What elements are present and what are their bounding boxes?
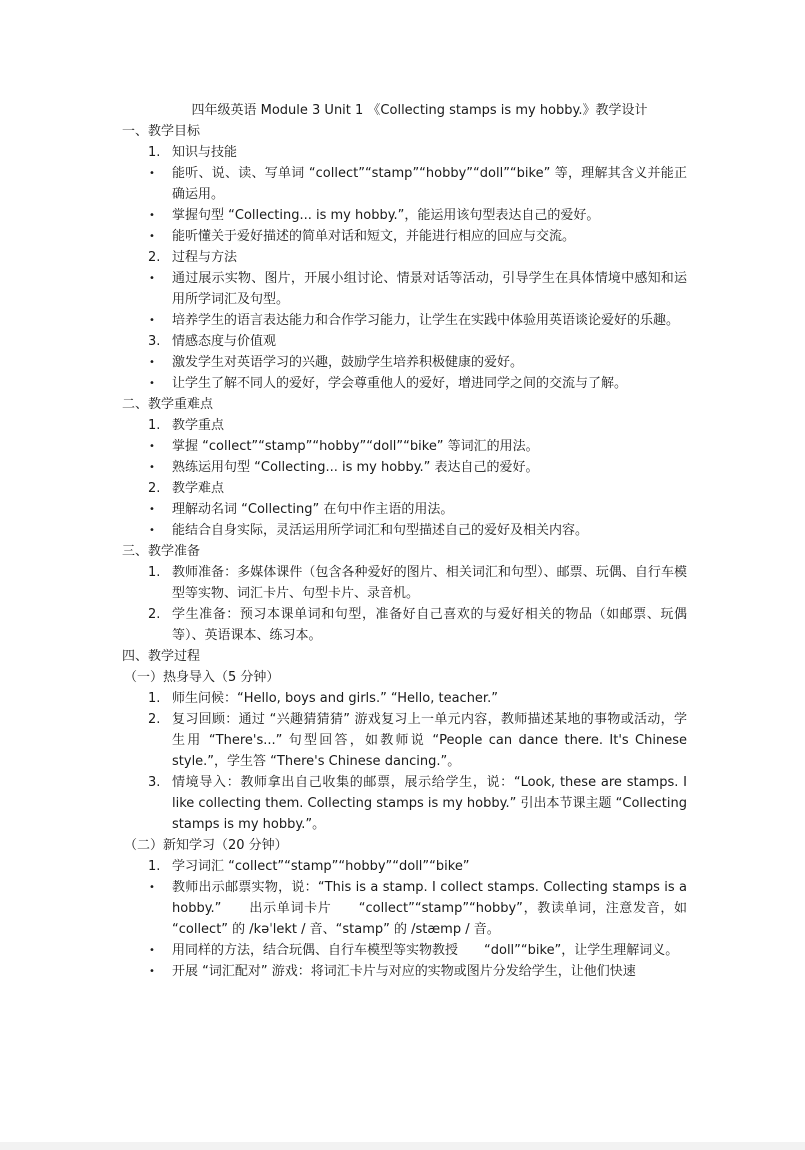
bullet-item bbox=[122, 310, 687, 331]
numbered-item bbox=[122, 772, 687, 835]
bullet-item bbox=[122, 961, 687, 982]
item-number: 3. bbox=[148, 334, 161, 349]
item-text: 教学重点 bbox=[172, 418, 225, 433]
section-heading: 四、教学过程 bbox=[122, 649, 201, 664]
item-text: 教学难点 bbox=[172, 481, 225, 496]
bullet-icon: • bbox=[149, 315, 155, 326]
item-text: 情感态度与价值观 bbox=[172, 334, 277, 349]
numbered-item bbox=[122, 331, 687, 352]
subsection-heading: （二）新知学习（20 分钟） bbox=[124, 838, 288, 853]
bullet-text: 理解动名词 “Collecting” 在句中作主语的用法。 bbox=[172, 502, 454, 517]
bullet-item bbox=[122, 373, 687, 394]
bullet-text: 能听懂关于爱好描述的简单对话和短文，并能进行相应的回应与交流。 bbox=[172, 229, 576, 244]
item-text: 复习回顾：通过 “兴趣猜猜猜” 游戏复习上一单元内容，教师描述某地的事物或活动，学生用 “There's...” 句型回答，如教师说 “People can dance there. It's Chinese style.”，学生答 “There's Chinese dancing.”。 bbox=[172, 712, 687, 769]
bullet-text: 让学生了解不同人的爱好，学会尊重他人的爱好，增进同学之间的交流与了解。 bbox=[172, 376, 628, 391]
item-number: 1. bbox=[148, 418, 161, 433]
bullet-item bbox=[122, 520, 687, 541]
item-number: 3. bbox=[148, 775, 161, 790]
subsection-heading: （一）热身导入（5 分钟） bbox=[124, 670, 280, 685]
item-text: 学习词汇 “collect”“stamp”“hobby”“doll”“bike” bbox=[172, 859, 470, 874]
numbered-item bbox=[122, 604, 687, 646]
item-number: 2. bbox=[148, 712, 161, 727]
bullet-icon: • bbox=[149, 504, 155, 515]
document-body bbox=[122, 100, 687, 982]
item-number: 1. bbox=[148, 145, 161, 160]
bullet-icon: • bbox=[149, 945, 155, 956]
bullet-text: 掌握 “collect”“stamp”“hobby”“doll”“bike” 等词汇的用法。 bbox=[172, 439, 539, 454]
bullet-text: 熟练运用句型 “Collecting... is my hobby.” 表达自己的爱好。 bbox=[172, 460, 539, 475]
bullet-text: 能结合自身实际，灵活运用所学词汇和句型描述自己的爱好及相关内容。 bbox=[172, 523, 589, 538]
bullet-item bbox=[122, 877, 687, 940]
numbered-item bbox=[122, 478, 687, 499]
document-title: 四年级英语 Module 3 Unit 1 《Collecting stamps is my hobby.》教学设计 bbox=[191, 103, 648, 118]
bullet-item bbox=[122, 205, 687, 226]
bullet-text: 开展 “词汇配对” 游戏：将词汇卡片与对应的实物或图片分发给学生，让他们快速 bbox=[172, 964, 636, 979]
bullet-item bbox=[122, 352, 687, 373]
item-number: 2. bbox=[148, 607, 161, 622]
item-text: 知识与技能 bbox=[172, 145, 238, 160]
bullet-item bbox=[122, 163, 687, 205]
bullet-icon: • bbox=[149, 357, 155, 368]
bullet-item bbox=[122, 268, 687, 310]
bullet-text: 激发学生对英语学习的兴趣，鼓励学生培养积极健康的爱好。 bbox=[172, 355, 524, 370]
section-heading: 二、教学重难点 bbox=[122, 397, 214, 412]
bullet-item bbox=[122, 940, 687, 961]
bullet-icon: • bbox=[149, 966, 155, 977]
numbered-item bbox=[122, 247, 687, 268]
item-number: 1. bbox=[148, 691, 161, 706]
bullet-icon: • bbox=[149, 525, 155, 536]
bullet-item bbox=[122, 436, 687, 457]
bullet-item bbox=[122, 457, 687, 478]
bullet-text: 教师出示邮票实物，说：“This is a stamp. I collect stamps. Collecting stamps is a hobby.” 出示单词卡片 “collect”“stamp”“hobby”，教读单词，注意发音，如 “collect” 的 /kəˈlekt / 音、“stamp” 的 /stæmp / 音。 bbox=[172, 880, 687, 937]
bullet-icon: • bbox=[149, 441, 155, 452]
bullet-item bbox=[122, 226, 687, 247]
item-number: 1. bbox=[148, 859, 161, 874]
bullet-icon: • bbox=[149, 462, 155, 473]
bullet-icon: • bbox=[149, 231, 155, 242]
bullet-text: 通过展示实物、图片，开展小组讨论、情景对话等活动，引导学生在具体情境中感知和运用所学词汇及句型。 bbox=[172, 271, 687, 307]
bullet-icon: • bbox=[149, 273, 155, 284]
item-text: 学生准备：预习本课单词和句型，准备好自己喜欢的与爱好相关的物品（如邮票、玩偶等）、英语课本、练习本。 bbox=[172, 607, 687, 643]
numbered-item bbox=[122, 856, 687, 877]
item-number: 1. bbox=[148, 565, 161, 580]
numbered-item bbox=[122, 709, 687, 772]
bullet-icon: • bbox=[149, 168, 155, 179]
item-number: 2. bbox=[148, 250, 161, 265]
bullet-text: 能听、说、读、写单词 “collect”“stamp”“hobby”“doll”“bike” 等，理解其含义并能正确运用。 bbox=[172, 166, 687, 202]
item-text: 教师准备：多媒体课件（包含各种爱好的图片、相关词汇和句型）、邮票、玩偶、自行车模型等实物、词汇卡片、句型卡片、录音机。 bbox=[172, 565, 687, 601]
numbered-item bbox=[122, 688, 687, 709]
bullet-item bbox=[122, 499, 687, 520]
item-text: 师生问候：“Hello, boys and girls.” “Hello, teacher.” bbox=[172, 691, 498, 706]
section-heading: 一、教学目标 bbox=[122, 124, 201, 139]
item-text: 过程与方法 bbox=[172, 250, 238, 265]
bullet-icon: • bbox=[149, 210, 155, 221]
numbered-item bbox=[122, 562, 687, 604]
bullet-text: 掌握句型 “Collecting... is my hobby.”，能运用该句型表达自己的爱好。 bbox=[172, 208, 600, 223]
item-number: 2. bbox=[148, 481, 161, 496]
numbered-item bbox=[122, 142, 687, 163]
numbered-item bbox=[122, 415, 687, 436]
bullet-text: 培养学生的语言表达能力和合作学习能力，让学生在实践中体验用英语谈论爱好的乐趣。 bbox=[172, 313, 680, 328]
bullet-text: 用同样的方法，结合玩偶、自行车模型等实物教授 “doll”“bike”，让学生理解词义。 bbox=[172, 943, 679, 958]
bullet-icon: • bbox=[149, 882, 155, 893]
bullet-icon: • bbox=[149, 378, 155, 389]
item-text: 情境导入：教师拿出自己收集的邮票，展示给学生，说：“Look, these are stamps. I like collecting them. Collecting stamps is my hobby.” 引出本节课主题 “Collecting stamps is my hobby.”。 bbox=[172, 775, 687, 832]
section-heading: 三、教学准备 bbox=[122, 544, 201, 559]
